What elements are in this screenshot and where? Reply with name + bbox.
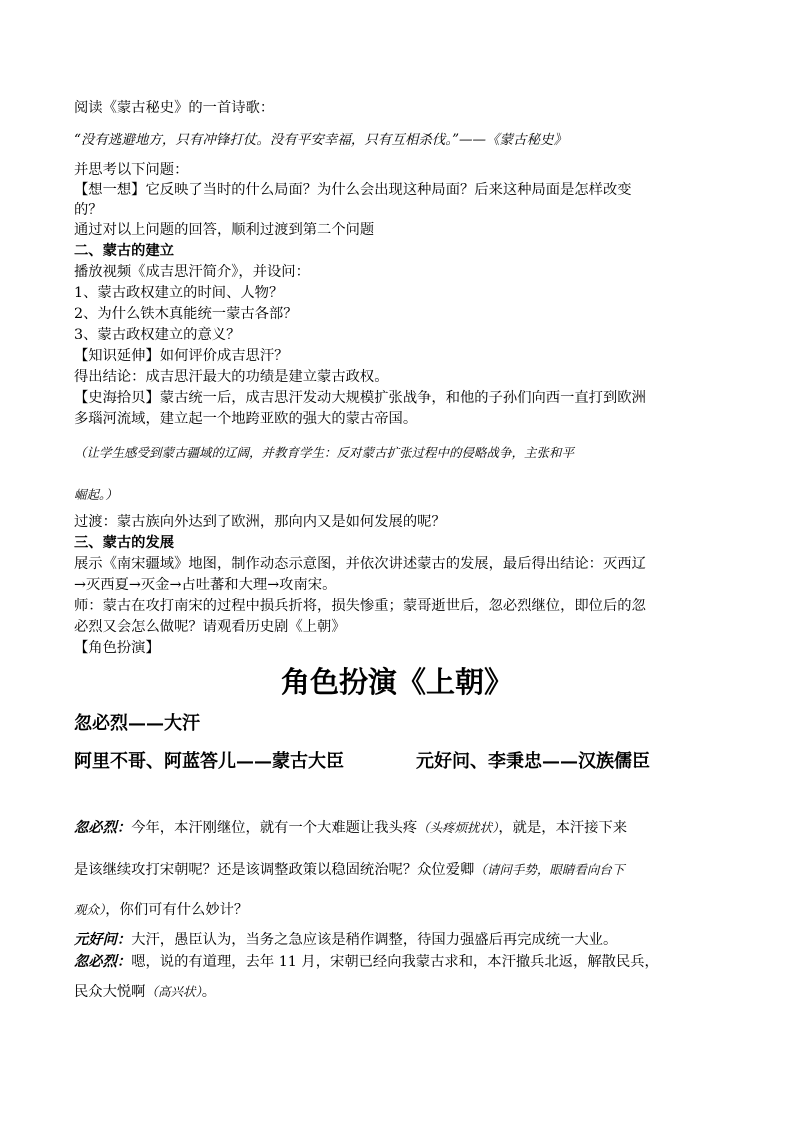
teaching-note-cont: 崛起。） [74,487,118,502]
dialogue-line [74,930,617,950]
stage-direction: （高兴状） [145,984,202,999]
dialogue-text: 大汗，愚臣认为，当务之急应该是稍作调整，待国力强盛后再完成统一大业。 [131,932,618,948]
dialogue-text: 今年，本汗刚继位，就有一个大难题让我头疼 [131,820,418,836]
poem-quote: “没有逃避地方，只有冲锋打仗。没有平安幸福，只有互相杀伐。”——《蒙古秘史》 [74,132,568,148]
think-tag: 【想一想】 [74,182,146,198]
history-line [74,388,646,408]
question-1: 1、蒙古政权建立的时间、人物？ [74,285,284,301]
map-line: 展示《南宋疆域》地图，制作动态示意图，并依次讲述蒙古的发展，最后得出结论：灭西辽 [74,556,646,572]
dialogue-text: ，你们可有什么妙计？ [105,902,249,918]
dialogue-text: 。 [201,984,217,1000]
history-line-cont: 多瑙河流域，建立起一个地跨亚欧的强大的蒙古帝国。 [74,411,418,427]
think-text: 它反映了当时的什么局面？为什么会出现这种局面？后来这种局面是怎样改变 [145,182,632,198]
think-question-cont: 的？ [74,202,103,218]
transition-line-2: 过渡：蒙古族向外达到了欧洲，那向内又是如何发展的呢？ [74,514,446,530]
video-line: 播放视频《成吉思汗简介》，并设问： [74,264,310,280]
speaker-label: 忽必烈： [74,820,132,836]
dialogue-line [74,818,627,838]
extension-text: 如何评价成吉思汗？ [159,348,289,364]
dialogue-text: ，就是，本汗接下来 [498,820,628,836]
cast-han-ministers: 元好问、李秉忠——汉族儒臣 [416,751,650,772]
think-prompt: 并思考以下问题： [74,162,189,178]
stage-direction: （请问手势，眼睛看向台下 [474,862,625,877]
cast-khan: 忽必烈——大汗 [74,713,200,734]
dialogue-line [74,900,248,920]
history-tag: 【史海拾贝】 [74,390,160,406]
map-line-cont: →灭西夏→灭金→占吐蕃和大理→攻南宋。 [74,577,337,593]
teacher-line-cont: 必烈又会怎么做呢？请观看历史剧《上朝》 [74,619,346,635]
section-heading-3: 三、蒙古的发展 [74,535,175,551]
stage-direction: （头疼烦扰状） [417,820,499,835]
cast-mongol-ministers: 阿里不哥、阿蓝答儿——蒙古大臣 [74,751,344,772]
dialogue-text: 民众大悦啊 [74,984,146,1000]
dialogue-line [74,952,659,972]
dialogue-text: 是该继续攻打宋朝呢？还是该调整政策以稳固统治呢？众位爱卿 [74,862,475,878]
role-tag: 【角色扮演】 [74,640,160,656]
dialogue-text: 嗯，说的有道理，去年 11 月，宋朝已经向我蒙古求和，本汗撤兵北返，解散民兵， [131,954,659,970]
intro-line: 阅读《蒙古秘史》的一首诗歌： [74,100,275,116]
speaker-label: 元好问： [74,932,132,948]
teacher-line: 师：蒙古在攻打南宋的过程中损兵折将，损失惨重；蒙哥逝世后，忽必烈继位，即位后的忽 [74,598,646,614]
teaching-note: （让学生感受到蒙古疆域的辽阔，并教育学生：反对蒙古扩张过程中的侵略战争，主张和平 [74,445,575,460]
question-2: 2、为什么铁木真能统一蒙古各部？ [74,306,298,322]
speaker-label: 忽必烈： [74,954,132,970]
question-3: 3、蒙古政权建立的意义？ [74,327,241,343]
transition-line: 通过对以上问题的回答，顺利过渡到第二个问题 [74,222,375,238]
conclusion-line: 得出结论：成吉思汗最大的功绩是建立蒙古政权。 [74,369,389,385]
dialogue-line [74,982,216,1002]
extension-tag: 【知识延伸】 [74,348,160,364]
play-title: 角色扮演《上朝》 [280,665,513,699]
history-text: 蒙古统一后，成吉思汗发动大规模扩张战争，和他的子孙们向西一直打到欧洲 [159,390,646,406]
extension-line [74,346,288,366]
stage-direction: 观众） [74,902,106,917]
dialogue-line [74,860,624,880]
think-question [74,180,632,200]
section-heading: 二、蒙古的建立 [74,243,175,259]
